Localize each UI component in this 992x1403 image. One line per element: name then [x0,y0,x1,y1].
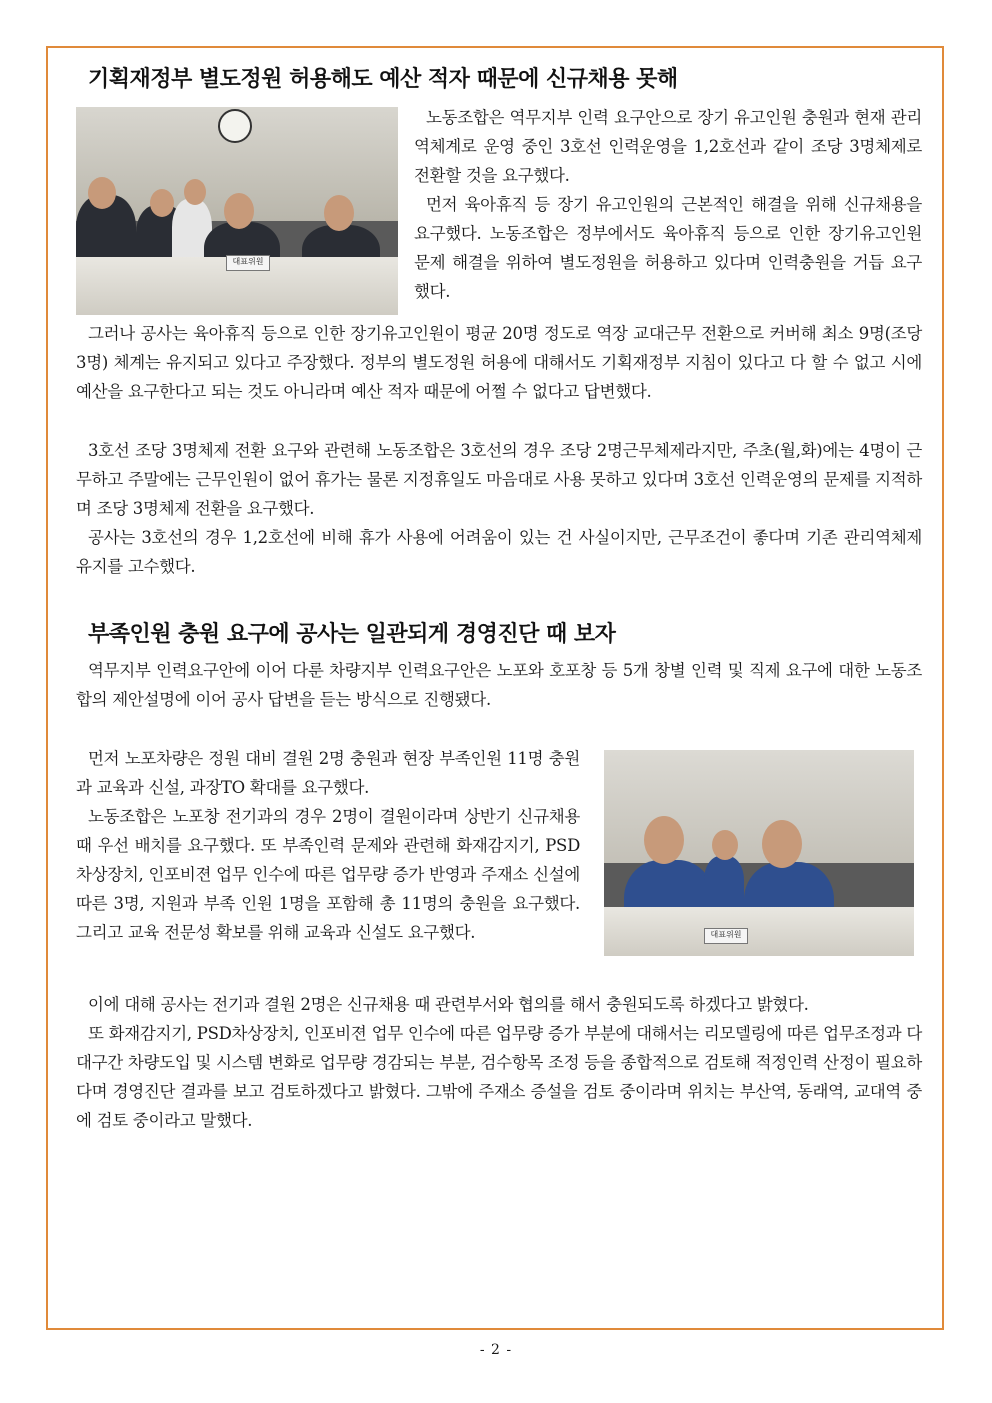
section1-paragraph-3: 그러나 공사는 육아휴직 등으로 인한 장기유고인원이 평균 20명 정도로 역장 교대근무 전환으로 커버해 최소 9명(조당 3명) 체계는 유지되고 있다고 주장했다. 정부의 별도정원 허용에 대해서도 기획재정부 지침이 있다고 다 할 수 없고 시에 예산을 요구한다고 되는 것도 아니라며 예산 적자 때문에 어쩔 수 없다고 답변했다. [76,324,922,401]
meeting-photo-1 [76,107,398,315]
section1-title: 기획재정부 별도정원 허용해도 예산 적자 때문에 신규채용 못해 [88,67,678,92]
article-body [76,62,922,1135]
section2-block [76,656,922,1135]
section1-paragraph-4: 3호선 조당 3명체제 전환 요구와 관련해 노동조합은 3호선의 경우 조당 2명근무체제라지만, 주초(월,화)에는 4명이 근무하고 주말에는 근무인원이 없어 휴가는 물론 지정휴일도 마음대로 사용 못하고 있다며 3호선 인력운영의 문제를 지적하며 조당 3명체제 전환을 요구했다. [76,441,922,518]
page-number: - 2 - [479,1342,513,1358]
section1-paragraph-2: 먼저 육아휴직 등 장기 유고인원의 근본적인 해결을 위해 신규채용을 요구했다. 노동조합은 정부에서도 육아휴직 등으로 인한 장기유고인원 문제 해결을 위하여 별도정원을 허용하고 있다며 인력충원을 거듭 요구했다. [414,195,922,301]
section1-block [76,103,922,581]
section2-paragraph-3: 노동조합은 노포창 전기과의 경우 2명이 결원이라며 상반기 신규채용 때 우선 배치를 요구했다. 또 부족인력 문제와 관련해 화재감지기, PSD차상장치, 인포비젼 업무 인수에 따른 업무량 증가 반영과 주재소 신설에 따른 3명, 지원과 부족 인원 1명을 포함해 총 11명의 충원을 요구했다. 그리고 교육 전문성 확보를 위해 교육과 신설도 요구했다. [76,807,580,942]
section2-title: 부족인원 충원 요구에 공사는 일관되게 경영진단 때 보자 [88,622,616,647]
section1-paragraph-1: 노동조합은 역무지부 인력 요구안으로 장기 유고인원 충원과 현재 관리역체계로 운영 중인 3호선 인력운영을 1,2호선과 같이 조당 3명체제로 전환할 것을 요구했다. [414,108,922,185]
section2-paragraph-4: 이에 대해 공사는 전기과 결원 2명은 신규채용 때 관련부서와 협의를 해서 충원되도록 하겠다고 밝혔다. [88,995,809,1014]
section1-paragraph-5: 공사는 3호선의 경우 1,2호선에 비해 휴가 사용에 어려움이 있는 건 사실이지만, 근무조건이 좋다며 기존 관리역체제 유지를 고수했다. [76,528,922,576]
nameplate-2: 대표위원 [704,928,748,944]
meeting-photo-2 [604,750,914,956]
nameplate: 대표위원 [226,255,270,271]
section2-paragraph-2: 먼저 노포차량은 정원 대비 결원 2명 충원과 현장 부족인원 11명 충원과 교육과 신설, 과장TO 확대를 요구했다. [76,749,580,797]
clock-icon [218,109,252,143]
section2-paragraph-5: 또 화재감지기, PSD차상장치, 인포비젼 업무 인수에 따른 업무량 증가 부분에 대해서는 리모델링에 따른 업무조정과 다대구간 차량도입 및 시스템 변화로 업무량 경감되는 부분, 검수항목 조정 등을 종합적으로 검토해 적정인력 산정이 필요하다며 경영진단 결과를 보고 검토하겠다고 밝혔다. 그밖에 주재소 증설을 검토 중이라며 위치는 부산역, 동래역, 교대역 중에 검토 중이라고 말했다. [76,1024,922,1130]
section2-paragraph-1: 역무지부 인력요구안에 이어 다룬 차량지부 인력요구안은 노포와 호포창 등 5개 창별 인력 및 직제 요구에 대한 노동조합의 제안설명에 이어 공사 답변을 듣는 방식으로 진행됐다. [76,661,922,709]
